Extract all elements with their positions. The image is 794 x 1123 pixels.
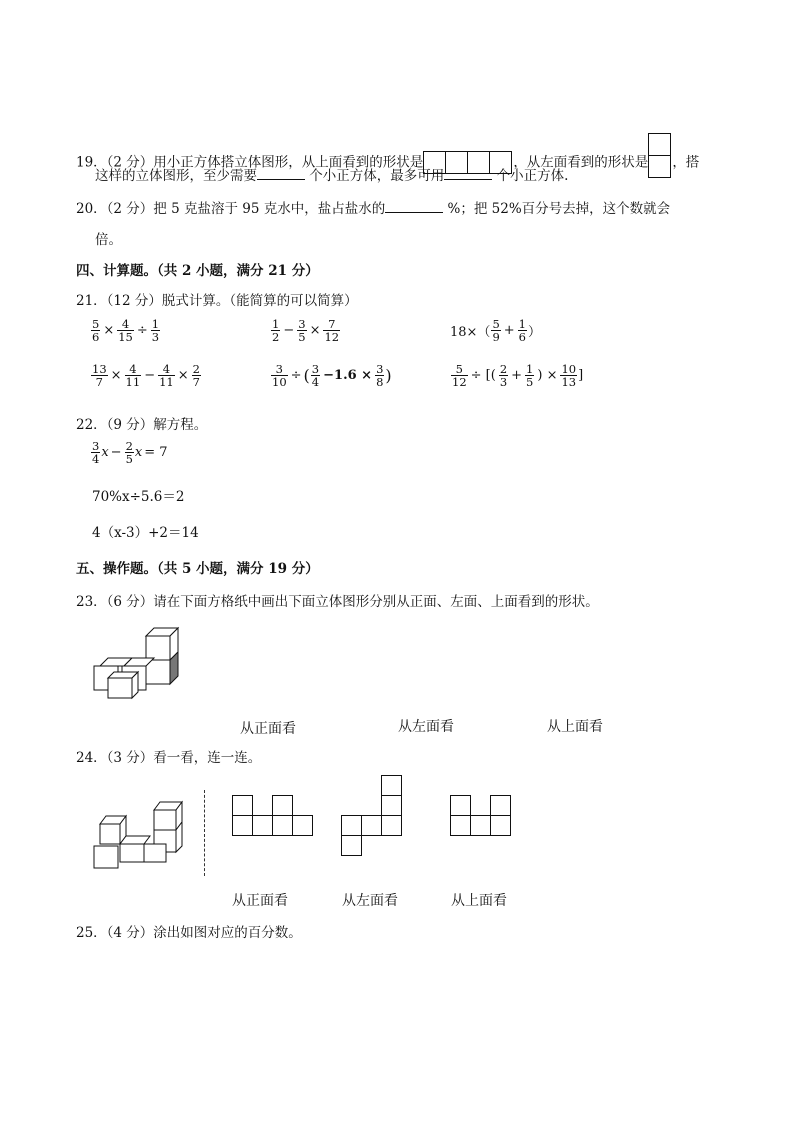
fraction: $\frac{1}{6}$ bbox=[518, 317, 526, 344]
fraction: $\frac{13}{7}$ bbox=[92, 362, 107, 389]
q24-divider bbox=[204, 790, 205, 876]
question-25-title: 25．（4 分）涂出如图对应的百分数。 bbox=[76, 925, 302, 941]
q24-label-top: 从上面看 bbox=[451, 893, 507, 909]
q19-text-c: ，搭 bbox=[672, 154, 700, 171]
fraction: $\frac{4}{15}$ bbox=[118, 317, 133, 344]
question-20-line-1 bbox=[76, 197, 670, 217]
question-22-title: 22．（9 分）解方程。 bbox=[76, 417, 208, 433]
fraction: $\frac{2}{7}$ bbox=[192, 362, 200, 389]
q23-label-left: 从左面看 bbox=[398, 719, 454, 735]
section-5-title: 五、操作题。（共 5 小题，满分 19 分） bbox=[76, 561, 319, 577]
fraction: $\frac{4}{11}$ bbox=[125, 362, 141, 389]
q19-text-a: 19．（2 分）用小正方体搭立体图形，从上面看到的形状是 bbox=[76, 154, 424, 171]
q24-label-front: 从正面看 bbox=[232, 893, 288, 909]
fraction: $\frac{7}{12}$ bbox=[324, 317, 340, 344]
q23-label-top: 从上面看 bbox=[547, 719, 603, 735]
q22-equation-3: 4（x-3）+2＝14 bbox=[92, 525, 199, 541]
fraction: $\frac{2}{5}$ bbox=[125, 439, 133, 466]
q21-expression-3: 18×（ $\frac{5}{9}$ + $\frac{1}{6}$ ） bbox=[450, 317, 542, 344]
q19-text-d: 这样的立体图形，至少需要 bbox=[95, 168, 257, 184]
fraction: $\frac{5}{9}$ bbox=[492, 317, 500, 344]
q21-expression-4: $\frac{13}{7}$ × $\frac{4}{11}$ − $\frac{4}{11}$ × $\frac{2}{7}$ bbox=[92, 362, 200, 389]
q24-label-left: 从左面看 bbox=[342, 893, 398, 909]
fraction: $\frac{5}{12}$ bbox=[452, 362, 467, 389]
q24-view-option-middle[interactable] bbox=[341, 775, 403, 857]
section-4-title: 四、计算题。（共 2 小题，满分 21 分） bbox=[76, 263, 319, 279]
fraction: $\frac{1}{5}$ bbox=[526, 362, 534, 389]
q21-expression-6: $\frac{5}{12}$ ÷ [( $\frac{2}{3}$ + $\frac{1}{5}$ ) × $\frac{10}{13}$ ] bbox=[452, 362, 584, 389]
q20-percent-blank[interactable] bbox=[385, 200, 443, 213]
fraction: $\frac{3}{4}$ bbox=[311, 362, 320, 389]
fraction: $\frac{1}{2}$ bbox=[272, 317, 280, 344]
q23-label-front: 从正面看 bbox=[240, 721, 296, 737]
q19-text-e: 个小正方体，最多可用 bbox=[309, 168, 445, 184]
q19-min-blank[interactable] bbox=[257, 167, 305, 180]
question-23-title: 23．（6 分）请在下面方格纸中画出下面立体图形分别从正面、左面、上面看到的形状。 bbox=[76, 594, 599, 610]
q21-expression-5: $\frac{3}{10}$ ÷ ( $\frac{3}{4}$ −1.6 × $\frac{3}{8}$ ) bbox=[272, 362, 392, 389]
fraction: $\frac{2}{3}$ bbox=[499, 362, 508, 389]
fraction: $\frac{4}{11}$ bbox=[159, 362, 174, 389]
q22-equation-2: 70%x÷5.6＝2 bbox=[92, 489, 185, 505]
q19-max-blank[interactable] bbox=[444, 167, 492, 180]
fraction: $\frac{1}{3}$ bbox=[151, 317, 160, 344]
question-19-line-2 bbox=[95, 164, 568, 184]
q19-text-b: ，从左面看到的形状是 bbox=[513, 154, 649, 171]
fraction: $\frac{3}{4}$ bbox=[92, 439, 100, 466]
q24-view-option-right[interactable] bbox=[450, 795, 512, 837]
q24-cube-figure bbox=[92, 800, 188, 870]
q20-text-b: %；把 52%百分号去掉，这个数就会 bbox=[447, 201, 671, 217]
q19-text-f: 个小正方体. bbox=[496, 168, 569, 184]
q23-cube-figure bbox=[92, 626, 184, 700]
fraction: $\frac{5}{6}$ bbox=[92, 317, 100, 344]
fraction: $\frac{3}{10}$ bbox=[272, 362, 287, 389]
question-24-title: 24．（3 分）看一看，连一连。 bbox=[76, 750, 262, 766]
q24-view-option-front[interactable] bbox=[232, 795, 314, 837]
question-21-title: 21．（12 分）脱式计算。（能简算的可以简算） bbox=[76, 293, 358, 309]
fraction: $\frac{3}{5}$ bbox=[298, 317, 306, 344]
q21-expression-1: $\frac{5}{6}$ × $\frac{4}{15}$ ÷ $\frac{1}{3}$ bbox=[92, 317, 160, 344]
fraction: $\frac{3}{8}$ bbox=[376, 362, 384, 389]
q20-text-a: 20．（2 分）把 5 克盐溶于 95 克水中，盐占盐水的 bbox=[76, 201, 386, 217]
question-20-line-2: 倍。 bbox=[95, 232, 122, 248]
fraction: $\frac{10}{13}$ bbox=[561, 362, 577, 389]
q19-left-view-figure bbox=[648, 133, 672, 175]
q21-expression-2: $\frac{1}{2}$ − $\frac{3}{5}$ × $\frac{7}{12}$ bbox=[272, 317, 340, 344]
q22-equation-1: $\frac{3}{4}$ x − $\frac{2}{5}$ x = 7 bbox=[92, 439, 168, 466]
